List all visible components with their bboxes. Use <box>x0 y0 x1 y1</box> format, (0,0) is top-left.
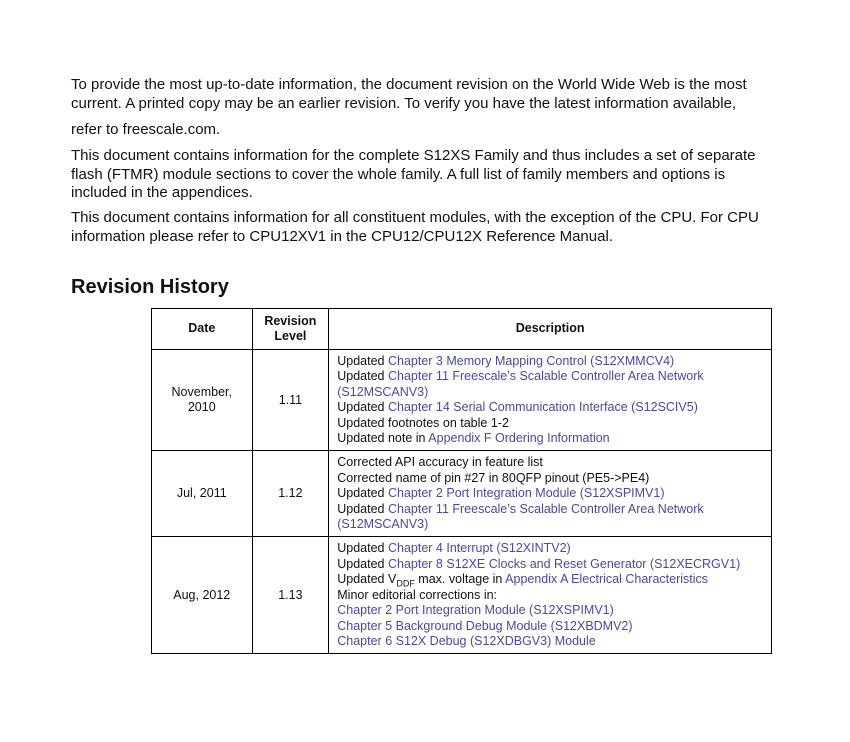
intro-paragraph-2: refer to freescale.com. <box>71 121 221 138</box>
description-line: Corrected name of pin #27 in 80QFP pinout (PE5->PE4) <box>337 470 650 485</box>
description-line <box>337 603 763 618</box>
description-line <box>337 619 763 634</box>
document-link[interactable]: Chapter 5 Background Debug Module (S12XBDMV2) <box>337 618 633 633</box>
description-line: Minor editorial corrections in: <box>337 587 498 602</box>
row-date: Aug, 2012 <box>152 537 253 654</box>
header-revision-level <box>252 309 329 350</box>
document-link[interactable]: Chapter 11 Freescale’s Scalable Controller Area Network <box>387 501 704 516</box>
document-link[interactable]: Appendix A Electrical Characteristics <box>505 572 709 587</box>
document-link[interactable]: Chapter 6 S12X Debug (S12XDBGV3) Module <box>337 633 596 648</box>
description-line: Updated Chapter 2 Port Integration Module (S12XSPIMV1) <box>337 486 665 501</box>
row-level: 1.11 <box>252 350 329 451</box>
row-description <box>329 451 772 537</box>
document-link[interactable]: Chapter 8 S12XE Clocks and Reset Generator (S12XECRGV1) <box>387 556 741 571</box>
document-link[interactable]: Appendix F Ordering Information <box>428 431 610 446</box>
description-line <box>337 385 763 400</box>
row-date-line-1: November, <box>171 384 232 399</box>
description-line: Updated Chapter 14 Serial Communication Interface (S12SCIV5) <box>337 400 698 415</box>
row-level: 1.12 <box>252 451 329 537</box>
table-row <box>152 451 772 537</box>
row-date: Jul, 2011 <box>152 451 253 537</box>
document-link[interactable]: Chapter 2 Port Integration Module (S12XSPIMV1) <box>387 486 665 501</box>
description-line <box>337 634 763 649</box>
revision-history-heading: Revision History <box>71 276 229 298</box>
intro-paragraph-4: This document contains information for all constituent modules, with the exception of the CPU. For CPU information please refer to CPU12XV1 in the CPU12/CPU12X Reference Manual. <box>71 209 759 245</box>
document-link[interactable]: Chapter 4 Interrupt (S12XINTV2) <box>387 541 571 556</box>
intro-paragraph-1: To provide the most up-to-date information, the document revision on the World Wide Web is the most current. A printed copy may be an earlier revision. To verify you have the latest information available, <box>71 76 747 112</box>
table-header-row <box>152 309 772 350</box>
description-line: Updated Chapter 8 S12XE Clocks and Reset Generator (S12XECRGV1) <box>337 556 741 571</box>
header-date: Date <box>152 309 253 350</box>
document-link[interactable]: Chapter 2 Port Integration Module (S12XSPIMV1) <box>337 603 614 618</box>
document-link[interactable]: Chapter 3 Memory Mapping Control (S12XMMCV4) <box>387 354 675 368</box>
description-line: Updated Chapter 11 Freescale’s Scalable Controller Area Network <box>337 369 704 384</box>
header-level-line-1: Revision <box>264 313 317 328</box>
row-description <box>329 350 772 451</box>
vddf-subscript: DDF <box>396 578 415 589</box>
intro-paragraph-3: This document contains information for the complete S12XS Family and thus includes a set of separate flash (FTMR) module sections to cover the whole family. A full list of family members and options is included in the appendices. <box>71 147 756 201</box>
description-line: Updated Chapter 3 Memory Mapping Control (S12XMMCV4) <box>337 354 675 368</box>
document-link[interactable]: (S12MSCANV3) <box>337 384 429 399</box>
row-date-line-2: 2010 <box>187 400 216 415</box>
row-level: 1.13 <box>252 537 329 654</box>
document-link[interactable]: Chapter 11 Freescale’s Scalable Controller Area Network <box>387 369 704 384</box>
table-row <box>152 537 772 654</box>
header-description: Description <box>329 309 772 350</box>
row-date <box>152 350 253 451</box>
description-line <box>337 517 763 532</box>
table-row <box>152 350 772 451</box>
header-level-line-2: Level <box>274 329 307 343</box>
description-line: Updated Chapter 11 Freescale’s Scalable Controller Area Network <box>337 501 704 516</box>
description-line-vddf: Updated $V_{DDF}$ max. voltage in Appendix A Electrical Characteristics <box>337 572 709 589</box>
description-line: Updated note in Appendix F Ordering Information <box>337 431 610 446</box>
description-line: Updated Chapter 4 Interrupt (S12XINTV2) <box>337 541 571 556</box>
description-line: Updated footnotes on table 1-2 <box>337 415 509 430</box>
description-line: Corrected API accuracy in feature list <box>337 455 543 470</box>
document-link[interactable]: (S12MSCANV3) <box>337 517 429 532</box>
row-description <box>329 537 772 654</box>
revision-history-table <box>151 308 772 654</box>
document-link[interactable]: Chapter 14 Serial Communication Interface (S12SCIV5) <box>387 400 698 415</box>
